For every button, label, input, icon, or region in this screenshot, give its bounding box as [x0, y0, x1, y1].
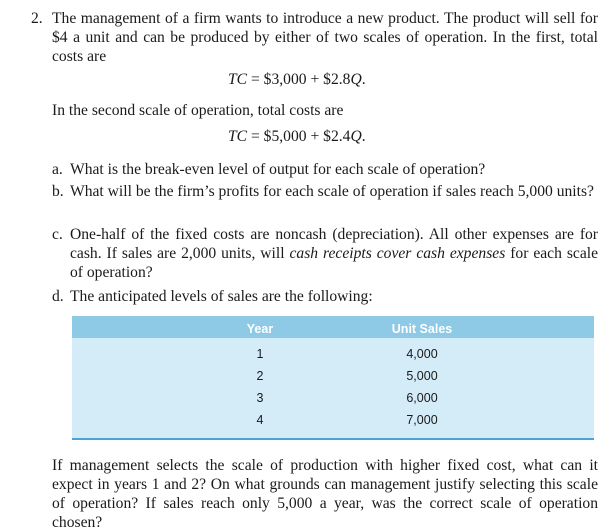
- table-row-2-year: 2: [256, 369, 264, 383]
- table-row-3-year: 3: [256, 391, 264, 405]
- sales-table-header: [72, 316, 594, 338]
- question-b-label: b.: [52, 183, 64, 200]
- sales-table-body: [72, 338, 594, 438]
- table-row-2-unit-sales: 5,000: [406, 369, 438, 383]
- question-a-label: a.: [52, 161, 63, 178]
- table-row-4-year: 4: [256, 413, 264, 427]
- table-row-3-unit-sales: 6,000: [406, 391, 438, 405]
- question-d-label: d.: [52, 288, 64, 305]
- equation-scale-2: TC = $5,000 + $2.4Q.: [228, 128, 366, 145]
- problem-number: 2.: [31, 10, 43, 27]
- table-row-1-unit-sales: 4,000: [406, 347, 438, 361]
- header-year: Year: [246, 322, 274, 336]
- question-a-text: What is the break-even level of output for each scale of operation?: [70, 161, 486, 178]
- sales-table-bottom-rule: [72, 438, 594, 440]
- question-c-text-after: for each scale of operation?: [70, 245, 598, 281]
- sales-table: [72, 316, 594, 440]
- intro-paragraph: The management of a firm wants to introduce a new product. The product will sell for $4 a unit and can be produced by either of two scales of operation. In the first, total costs are: [52, 10, 598, 65]
- closing-paragraph: If management selects the scale of production with higher fixed cost, what can it expect in years 1 and 2? On what grounds can management justify selecting this scale of operation? If sales reach only 5,000 a year, was the correct scale of operation chosen?: [52, 457, 598, 531]
- table-row-4-unit-sales: 7,000: [406, 413, 438, 427]
- header-unit-sales: Unit Sales: [391, 322, 453, 336]
- second-scale-paragraph: In the second scale of operation, total costs are: [52, 102, 344, 119]
- question-c-text: [70, 225, 598, 282]
- equation-scale-1: TC = $3,000 + $2.8Q.: [228, 71, 366, 88]
- question-c-label: c.: [52, 226, 63, 243]
- question-d-text: The anticipated levels of sales are the following:: [70, 288, 373, 305]
- question-c-text-before: One-half of the fixed costs are noncash (depreciation). All other expenses are for cash. If sales are 2,000 units, will: [70, 226, 598, 262]
- question-c-text-italic: cash receipts cover cash expenses: [289, 245, 506, 262]
- table-row-1-year: 1: [256, 347, 264, 361]
- question-b-text: What will be the firm’s profits for each scale of operation if sales reach 5,000 units?: [70, 183, 594, 200]
